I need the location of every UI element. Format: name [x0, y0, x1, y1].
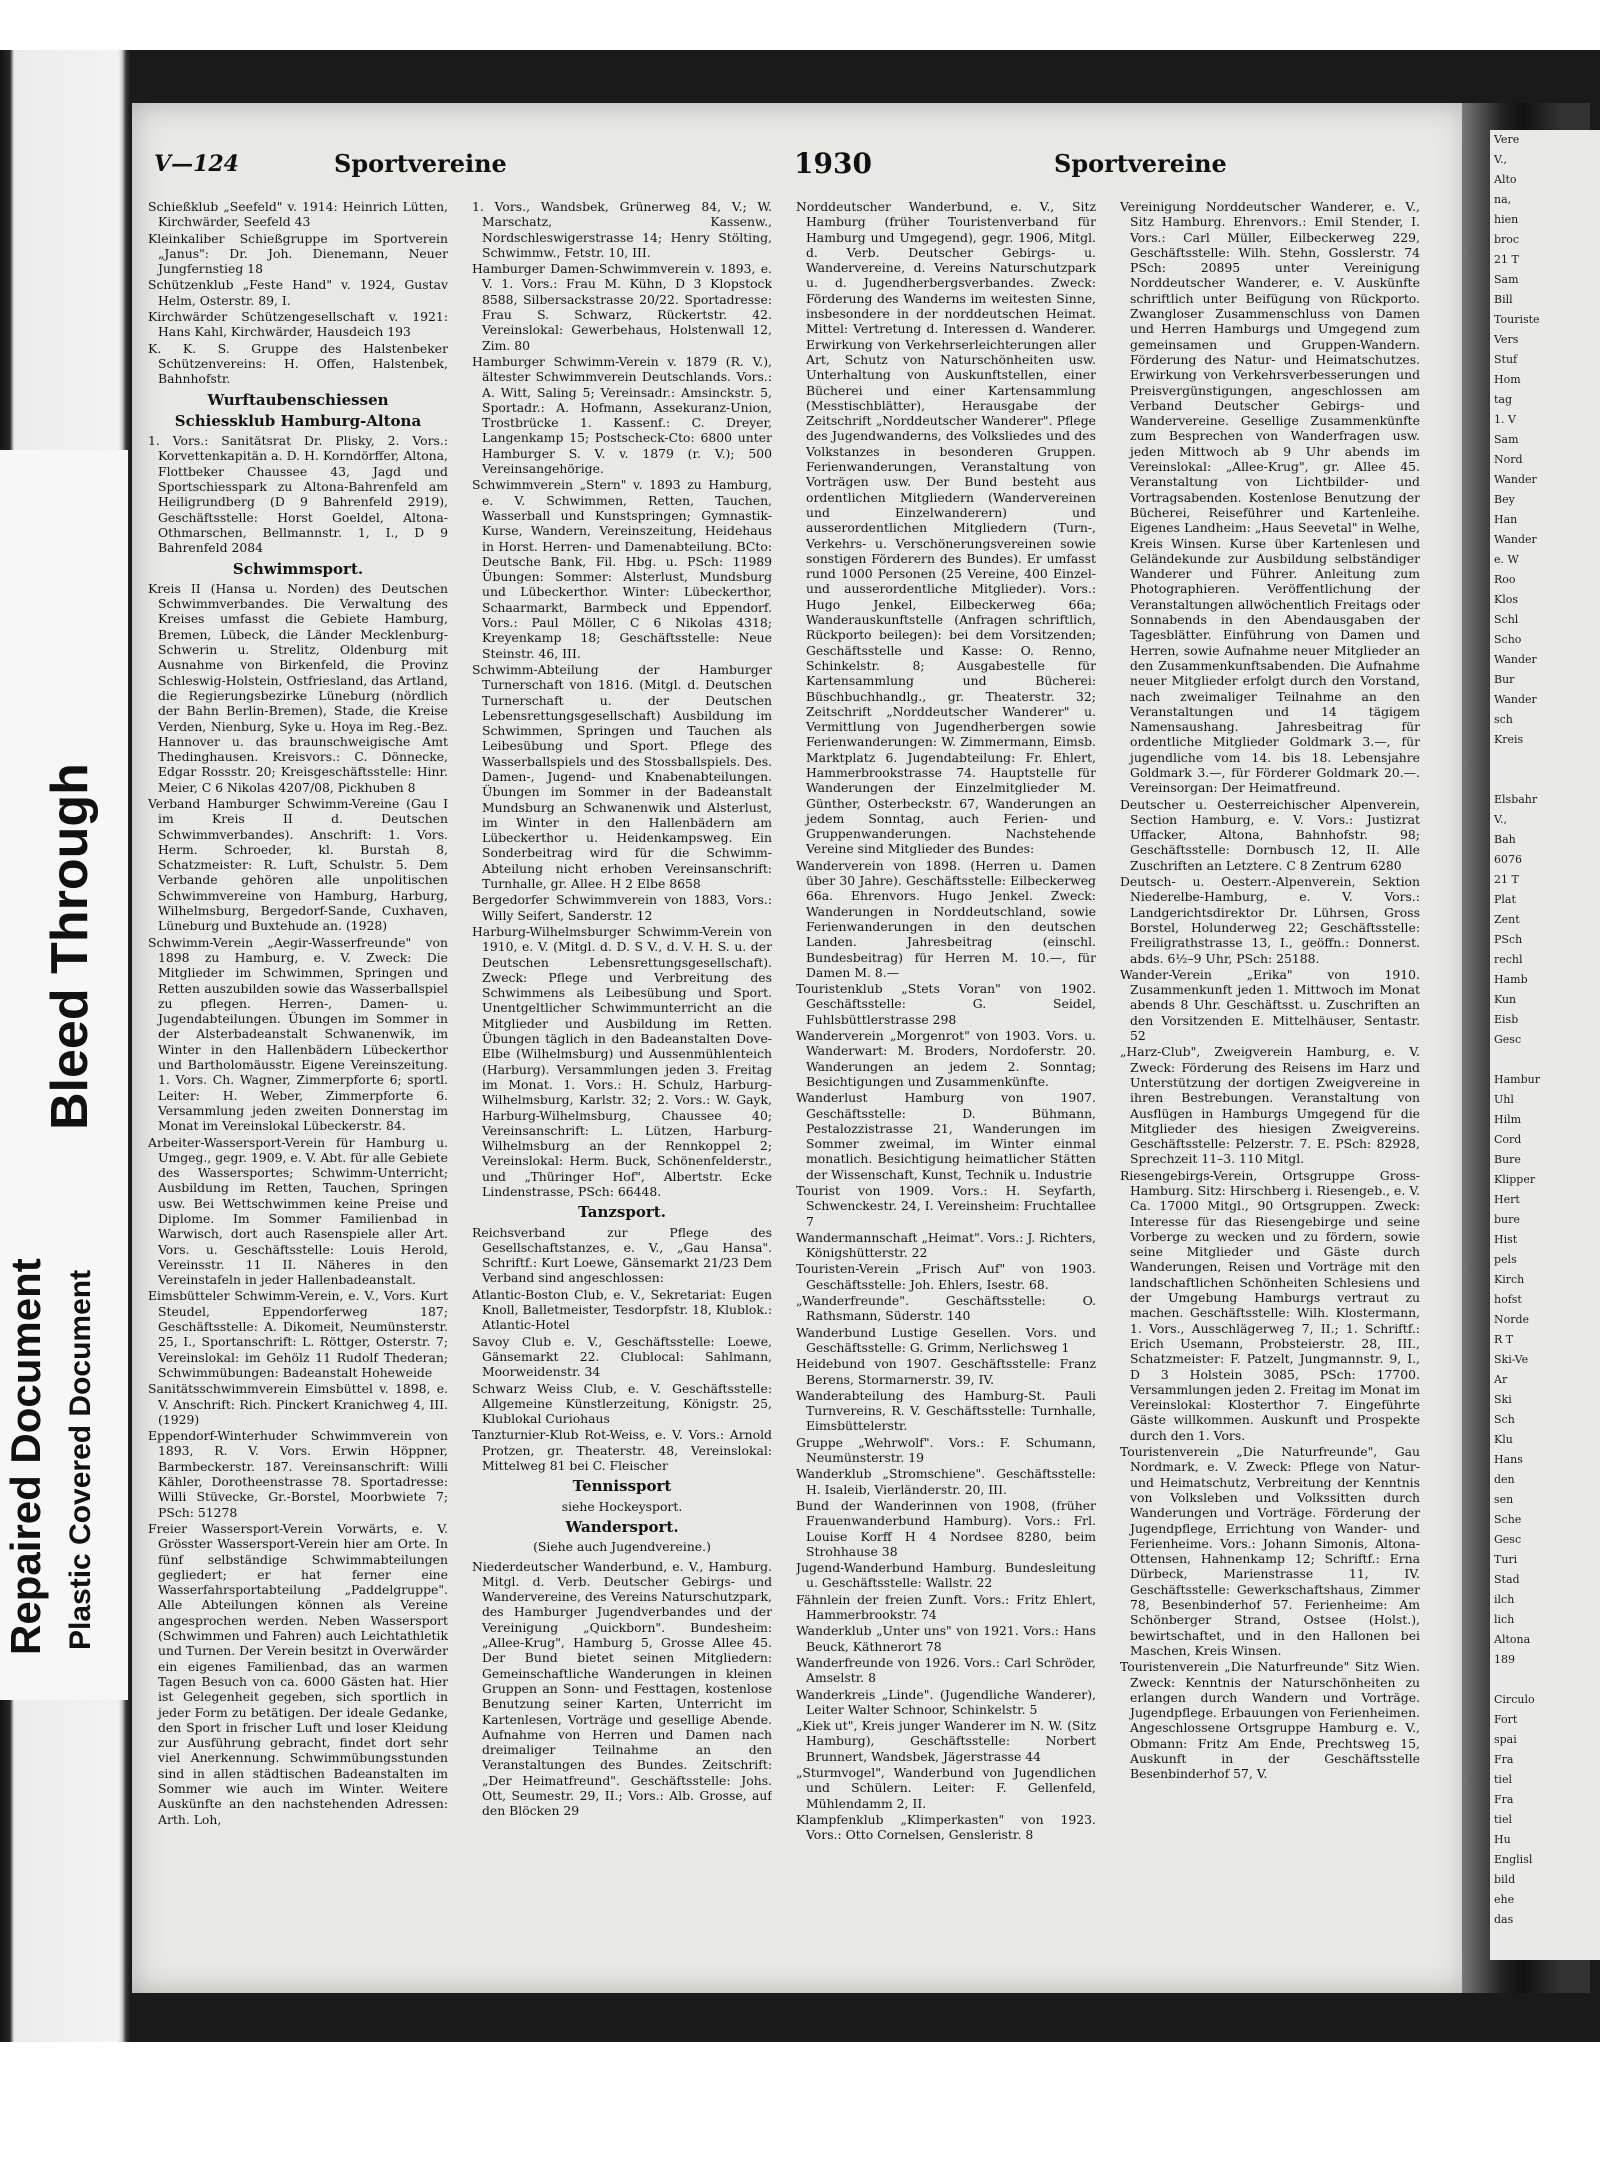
- adjacent-page-fragment: Bah: [1494, 833, 1516, 846]
- directory-entry: 1. Vors., Wandsbek, Grünerweg 84, V.; W. Marschatz, Kassenw., Nordschleswigerstrasse 14; Henry Stölting, Schwimmw., Fetstr. 10, III.: [472, 199, 772, 260]
- plastic-covered-label: Plastic Covered Document: [64, 1269, 97, 1650]
- adjacent-page-fragment: Hom: [1494, 373, 1521, 386]
- adjacent-page-fragment: Kun: [1494, 993, 1517, 1006]
- adjacent-page-fragment: Fra: [1494, 1753, 1514, 1766]
- adjacent-page-fragment: rechl: [1494, 953, 1523, 966]
- adjacent-page-fragment: Nord: [1494, 453, 1523, 466]
- directory-entry: Wandermannschaft „Heimat". Vors.: J. Richters, Königshütterstr. 22: [796, 1229, 1096, 1261]
- directory-entry: Touristenverein „Die Naturfreunde" Sitz Wien. Zweck: Kenntnis der Naturschönheiten zu erlangen durch Wandern und Vorträge. Jugendpflege. Erbauungen von Ferienheimen. Angeschlossene Ortsgruppe Hamburg e. V., Obmann: Fritz Am Ende, Prechtsweg 15, Auskunft in der Geschäftsstelle Besenbinderhof 57, V.: [1120, 1659, 1420, 1782]
- directory-entry: Wanderlust Hamburg von 1907. Geschäftsstelle: D. Bühmann, Pestalozzistrasse 21, Wanderungen im Sommer zweimal, im Winter einmal monatlich. Besichtigung heimatlicher Stätten der Wissenschaft, Kunst, Technik u. Industrie: [796, 1090, 1096, 1182]
- directory-entry: Touristenklub „Stets Voran" von 1902. Geschäftsstelle: G. Seidel, Fuhlsbüttlerstrasse 298: [796, 981, 1096, 1027]
- directory-entry: „Sturmvogel", Wanderbund von Jugendlichen und Schülern. Leiter: F. Gellenfeld, Mühlendamm 2, II.: [796, 1764, 1096, 1811]
- adjacent-page-fragment: Vers: [1494, 333, 1519, 346]
- adjacent-page-fragment: Hert: [1494, 1193, 1520, 1206]
- adjacent-page-fragment: 1. V: [1494, 413, 1516, 426]
- directory-entry: K. K. S. Gruppe des Halstenbeker Schützenvereins: H. Offen, Halstenbek, Bahnhofstr.: [148, 340, 448, 387]
- adjacent-page-fragment: Englisl: [1494, 1853, 1533, 1866]
- directory-entry: Verband Hamburger Schwimm-Vereine (Gau I im Kreis II d. Deutschen Schwimmverbandes). Anschrift: 1. Vors. Herm. Schroeder, kl. Burstah 8, Schatzmeister: R. Luft, Schulstr. 5. Dem Verbande gehören alle unpolitischen Schwimmvereine von Hamburg, Harburg, Wilhelmsburg, Bergedorf-Sande, Cuxhaven, Lüneburg und Buxtehude an. (1928): [148, 795, 448, 934]
- adjacent-page-fragment: Sch: [1494, 1413, 1515, 1426]
- adjacent-page-fragment: sen: [1494, 1493, 1514, 1506]
- page-header: [154, 147, 1444, 187]
- section-heading: Wandersport.: [565, 1517, 679, 1536]
- running-title-right: Sportvereine: [1054, 149, 1227, 178]
- adjacent-page-fragment: broc: [1494, 233, 1520, 246]
- adjacent-page-fragment: Stuf: [1494, 353, 1518, 366]
- adjacent-page-fragment: Cord: [1494, 1133, 1522, 1146]
- adjacent-page-fragment: Alto: [1494, 173, 1517, 186]
- adjacent-page-fragment: e. W: [1494, 553, 1519, 566]
- adjacent-page-fragment: hien: [1494, 213, 1519, 226]
- adjacent-page-fragment: Klos: [1494, 593, 1519, 606]
- directory-entry: Atlantic-Boston Club, e. V., Sekretariat: Eugen Knoll, Balletmeister, Tesdorpfstr. 18, Klublok.: Atlantic-Hotel: [472, 1286, 772, 1333]
- adjacent-page-fragment: Norde: [1494, 1313, 1530, 1326]
- adjacent-page-fragment: Ar: [1494, 1373, 1508, 1386]
- adjacent-page-fragment: 21 T: [1494, 253, 1519, 266]
- adjacent-page-fragment: Kreis: [1494, 733, 1524, 746]
- adjacent-page-fragment: 189: [1494, 1653, 1515, 1666]
- running-title-left: Sportvereine: [334, 149, 507, 178]
- directory-entry: Wanderfreunde von 1926. Vors.: Carl Schröder, Amselstr. 8: [796, 1654, 1096, 1686]
- directory-entry: Arbeiter-Wassersport-Verein für Hamburg u. Umgeg., gegr. 1909, e. V. Abt. für alle Gebiete des Wassersportes; Schwimm-Unterricht; Ausbildung im Retten, Tauchen, Springen usw. Bei Wettschwimmen keine Preise und Diplome. Im Sommer Familienbad in Warwisch, dort auch Rasenspiele aller Art. Vors. u. Geschäftsstelle: Louis Herold, Vereinsstr. 11 II. Näheres in den Vereinstafeln in jeder Hallenbadeanstalt.: [148, 1134, 448, 1288]
- adjacent-page-fragment: Klipper: [1494, 1173, 1536, 1186]
- directory-entry: Wanderbund Lustige Gesellen. Vors. und Geschäftsstelle: G. Grimm, Nerlichsweg 1: [796, 1324, 1096, 1355]
- directory-entry: Wanderverein von 1898. (Herren u. Damen über 30 Jahre). Geschäftsstelle: Eilbeckerweg 66a. Ehrenvors. Hugo Jenkel. Zweck: Wanderungen in Norddeutschland, sowie Ferienwanderungen in den deutschen Landen. Jahresbeitrag (einschl. Bundesbeitrag) für Herren M. 10.—, für Damen M. 8.—: [796, 857, 1096, 980]
- adjacent-page-fragment: Stad: [1494, 1573, 1520, 1586]
- adjacent-page-fragment: Hist: [1494, 1233, 1518, 1246]
- side-label-panel: [0, 450, 128, 1700]
- section-heading: Tanzsport.: [578, 1203, 666, 1222]
- directory-page: [132, 103, 1468, 1993]
- adjacent-page-fragment: Klu: [1494, 1433, 1513, 1446]
- adjacent-page-fragment: bure: [1494, 1213, 1520, 1226]
- directory-entry: Wanderklub „Stromschiene". Geschäftsstelle: H. Isaleib, Vierländerstr. 20, III.: [796, 1466, 1096, 1497]
- section-heading: Tennissport: [572, 1477, 672, 1496]
- directory-entry: Kleinkaliber Schießgruppe im Sportverein „Janus": Dr. Joh. Dienemann, Neuer Jungfernstieg 18: [148, 230, 448, 277]
- adjacent-page-fragment: Hambur: [1494, 1073, 1540, 1086]
- adjacent-page-fragment: Sche: [1494, 1513, 1522, 1526]
- adjacent-page-fragment: R T: [1494, 1333, 1514, 1346]
- directory-entry: Deutsch- u. Oesterr.-Alpenverein, Sektion Niederelbe-Hamburg, e. V. Vors.: Landgerichtsdirektor Dr. Lührsen, Gross Borstel, Holunderweg 22; Geschäftsstelle: Freiligrathstrasse 13, I., geöffn.: Donnerst. abds. 6½–9 Uhr, PSch: 25188.: [1120, 874, 1420, 966]
- directory-entry: Reichsverband zur Pflege des Gesellschaftstanzes, e. V., „Gau Hansa". Schriftf.: Kurt Loewe, Gänsemarkt 21/23 Dem Verband sind angeschlossen:: [472, 1224, 772, 1286]
- adjacent-page-fragment: tag: [1494, 393, 1513, 406]
- adjacent-page-fragment: Wander: [1494, 653, 1537, 666]
- directory-entry: Schwimm-Verein „Aegir-Wasserfreunde" von 1898 zu Hamburg, e. V. Zweck: Die Mitglieder im Schwimmen, Springen und Retten auszubilden sowie das Wasserballspiel zu pflegen. Herren-, Damen- u. Jugendabteilungen. Übungen im Sommer in der Alsterbadeanstalt Schwanenwik, im Winter in den Hallenbädern Lübeckerthor und Bartholomäusstr. Eigene Vereinszeitung. 1. Vors. Ch. Wagner, Zimmerpforte 6; sportl. Leiter: H. Weber, Zimmerpforte 6. Versammlung jeden zweiten Donnerstag im Monat im Vereinslokal Lübeckerstr. 84.: [148, 934, 448, 1134]
- adjacent-page-fragment: Bill: [1494, 293, 1513, 306]
- section-note: (Siehe auch Jugendvereine.): [533, 1539, 711, 1555]
- adjacent-page-fragment: pels: [1494, 1253, 1517, 1266]
- adjacent-page-fragment: Eisb: [1494, 1013, 1519, 1026]
- section-note: siehe Hockeysport.: [561, 1498, 683, 1514]
- adjacent-page-fragment: Elsbahr: [1494, 793, 1538, 806]
- directory-entry: Deutscher u. Oesterreichischer Alpenverein, Section Hamburg, e. V. Vors.: Justizrat Uffacker, Altona, Bahnhofstr. 98; Geschäftsstelle: Dornbusch 12, II. Alle Zuschriften an Letztere. C 8 Zentrum 6280: [1120, 796, 1420, 873]
- directory-entry: Kreis II (Hansa u. Norden) des Deutschen Schwimmverbandes. Die Verwaltung des Kreises umfasst die Gebiete Hamburg, Bremen, Lübeck, die Länder Mecklenburg-Schwerin u. Strelitz, Oldenburg mit Ausnahme von Birkenfeld, die Provinz Schleswig-Holstein, Ostfriesland, das Artland, die Regierungsbezirke Lüneburg (nördlich der Bahn Berlin-Bremen), Stade, die Kreise Verden, Nienburg, Syke u. Hoya im Reg.-Bez. Hannover u. das braunschweigische Amt Thedinghausen. Kreisvors.: C. Dönnecke, Edgar Rossstr. 20; Kreisgeschäftsstelle: Hinr. Meier, C 6 Nikolas 4207/08, Pickhuben 8: [148, 580, 448, 795]
- directory-entry: Heidebund von 1907. Geschäftsstelle: Franz Berens, Stormarnerstr. 39, IV.: [796, 1356, 1096, 1387]
- text-column-3: [796, 199, 1096, 1959]
- repaired-document-label: Repaired Document: [2, 1258, 49, 1655]
- adjacent-page-fragment: V.,: [1494, 813, 1508, 826]
- adjacent-page-fragment: [1490, 1050, 1600, 1070]
- adjacent-page-fragment: Roo: [1494, 573, 1516, 586]
- directory-entry: Fähnlein der freien Zunft. Vors.: Fritz Ehlert, Hammerbrookstr. 74: [796, 1591, 1096, 1623]
- adjacent-page-fragment: spai: [1494, 1733, 1517, 1746]
- adjacent-page-fragment: Bey: [1494, 493, 1515, 506]
- adjacent-page-fragment: Uhl: [1494, 1093, 1514, 1106]
- adjacent-page-fragment: sch: [1494, 713, 1513, 726]
- adjacent-page-fragment: lich: [1494, 1613, 1515, 1626]
- adjacent-page-fragment: Hans: [1494, 1453, 1523, 1466]
- directory-entry: Bund der Wanderinnen von 1908, (früher Frauenwanderbund Hamburg). Vors.: Frl. Louise Korff H 4 Nordsee 8280, beim Strohhause 38: [796, 1497, 1096, 1559]
- directory-entry: Freier Wassersport-Verein Vorwärts, e. V. Grösster Wassersport-Verein hier am Orte. In fünf selbständige Schwimmabteilungen gegliedert; er hat ferner eine Wasserfahrsportabteilung „Paddelgruppe". Alle Abteilungen können als Vereine angesprochen werden. Neben Wassersport (Schwimmen und Fahren) auch Leichtathletik und Turnen. Der Verein besitzt in Overwärder ein eigenes Familienbad, das an warmen Tagen Besuch von ca. 6000 Gästen hat. Hier ist Gelegenheit gegeben, sich sportlich in jeder Form zu betätigen. Der ideale Gedanke, den Sport in frischer Luft und loser Kleidung zur Ausführung gebracht, findet dort sehr viel Anerkennung. Schwimmübungsstunden sind in allen städtischen Badeanstalten im Sommer wie auch im Winter. Weitere Auskünfte an den nachstehenden Adressen: Arth. Loh,: [148, 1520, 448, 1827]
- directory-entry: Schwimmverein „Stern" v. 1893 zu Hamburg, e. V. Schwimmen, Retten, Tauchen, Wasserball und Kunstspringen; Gymnastik-Kurse, Wandern, Vereinszeitung, Heidehaus in Horst. Herren- und Damenabteilung. BCto: Deutsche Bank, Fil. Hbg. u. PSch: 11989 Übungen: Sommer: Alsterlust, Mundsburg und Lübeckerthor. Winter: Lübeckerthor, Schaarmarkt, Barmbeck und Eppendorf. Vors.: Paul Möller, C 6 Nikolas 4318; Kreyenkamp 18; Geschäftsstelle: Neue Steinstr. 46, III.: [472, 477, 772, 661]
- directory-entry: „Kiek ut", Kreis junger Wanderer im N. W. (Sitz Hamburg), Geschäftsstelle: Norbert Brunnert, Wandsbek, Jägerstrasse 44: [796, 1718, 1096, 1764]
- directory-entry: Wanderkreis „Linde". (Jugendliche Wanderer), Leiter Walter Schnoor, Schinkelstr. 5: [796, 1686, 1096, 1717]
- adjacent-page-fragment: V.,: [1494, 153, 1508, 166]
- text-column-4: [1120, 199, 1420, 1959]
- adjacent-page-fragment: Vere: [1494, 133, 1520, 146]
- directory-entry: Sanitätsschwimmverein Eimsbüttel v. 1898, e. V. Anschrift: Rich. Pinckert Kranichweg 4, III. (1929): [148, 1381, 448, 1427]
- adjacent-page-fragment: Sam: [1494, 433, 1519, 446]
- adjacent-page-fragment: tiel: [1494, 1813, 1512, 1826]
- adjacent-page-fragment: na,: [1494, 193, 1512, 206]
- directory-entry: Wanderverein „Morgenrot" von 1903. Vors. u. Wanderwart: M. Broders, Nordoferstr. 20. Wanderungen an jedem 2. Sonntag; Besichtigungen und Zusammenkünfte.: [796, 1028, 1096, 1089]
- adjacent-page-fragment: Altona: [1494, 1633, 1531, 1646]
- directory-entry: Eppendorf-Winterhuder Schwimmverein von 1893, R. V. Vors. Erwin Höppner, Barmbeckerstr. 187. Vereinsanschrift: Willi Kähler, Dorotheenstrasse 78. Sportadresse: Willi Stüvecke, Gr.-Borstel, Moorbwiete 7; PSch: 51278: [148, 1428, 448, 1520]
- directory-entry: Schützenklub „Feste Hand" v. 1924, Gustav Helm, Osterstr. 89, I.: [148, 277, 448, 308]
- adjacent-page-fragment: Wander: [1494, 693, 1537, 706]
- directory-entry: Kirchwärder Schützengesellschaft v. 1921: Hans Kahl, Kirchwärder, Hausdeich 193: [148, 309, 448, 340]
- adjacent-page-fragment: Plat: [1494, 893, 1516, 906]
- adjacent-page-fragment: tiel: [1494, 1773, 1512, 1786]
- directory-entry: Bergedorfer Schwimmverein von 1883, Vors.: Willy Seifert, Sanderstr. 12: [472, 892, 772, 923]
- section-heading: Schiessklub Hamburg-Altona: [174, 411, 422, 430]
- bleed-through-label: Bleed Through: [41, 763, 99, 1130]
- directory-entry: Hamburger Schwimm-Verein v. 1879 (R. V.), ältester Schwimmverein Deutschlands. Vors.: A. Witt, Saling 5; Vereinsadr.: Amsinckstr. 5, Sportadr.: A. Hofmann, Assekuranz-Union, Trostbrücke 1. Kassenf.: C. Dreyer, Langenkamp 15; Postscheck-Cto: 6800 unter Hamburger S. V. v. 1879 (r. V.); 500 Vereinsangehörige.: [472, 353, 772, 477]
- directory-entry: Harburg-Wilhelmsburger Schwimm-Verein von 1910, e. V. (Mitgl. d. D. S V., d. V. H. S. u. der Deutschen Lebensrettungsgesellschaft). Zweck: Pflege und Verbreitung des Schwimmens als Leibesübung und Sport. Unentgeltlicher Schwimmunterricht an die Mitglieder und Ausbildung im Retten. Übungen täglich in den Badeanstalten Dove-Elbe (Wilhelmsburg) und Aussenmühlenteich (Harburg). Versammlungen jeden 3. Freitag im Monat. 1. Vors.: H. Schulz, Harburg-Wilhelmsburg, Karlstr. 32; 2. Vors.: W. Gayk, Harburg-Wilhelmsburg, Chaussee 40; Vereinsanschrift: L. Lützen, Harburg-Wilhelmsburg an der Rennkoppel 2; Vereinslokal: Herm. Buck, Schönenfelderstr., und „Thüringer Hof", Albertstr. Ecke Lindenstrasse, PSch: 66448.: [472, 923, 772, 1199]
- adjacent-page-fragment: Ski: [1494, 1393, 1512, 1406]
- directory-entry: Savoy Club e. V., Geschäftsstelle: Loewe, Gänsemarkt 22. Clublocal: Sahlmann, Moorweidenstr. 34: [472, 1333, 772, 1380]
- adjacent-page-fragment: bild: [1494, 1873, 1516, 1886]
- adjacent-page-fragment: Scho: [1494, 633, 1522, 646]
- adjacent-page-fragment: ehe: [1494, 1893, 1515, 1906]
- adjacent-page-fragment: PSch: [1494, 933, 1523, 946]
- adjacent-page-fragment: 21 T: [1494, 873, 1519, 886]
- directory-entry: Tourist von 1909. Vors.: H. Seyfarth, Schwenckestr. 24, I. Vereinsheim: Fruchtallee 7: [796, 1183, 1096, 1229]
- adjacent-page-fragment: [1490, 770, 1600, 790]
- adjacent-page-fragment: Wander: [1494, 533, 1537, 546]
- directory-entry: Wander-Verein „Erika" von 1910. Zusammenkunft jeden 1. Mittwoch im Monat abends 8 Uhr. Geschäftsst. u. Zuschriften an den Vorsitzenden E. Mittelhäuser, Sentastr. 52: [1120, 966, 1420, 1044]
- adjacent-page-fragment: Hilm: [1494, 1113, 1522, 1126]
- adjacent-page-fragment: das: [1494, 1913, 1514, 1926]
- adjacent-page-fragment: Han: [1494, 513, 1518, 526]
- adjacent-page-fragment: Sam: [1494, 273, 1519, 286]
- adjacent-page-edge: [1490, 130, 1600, 1960]
- adjacent-page-fragment: [1490, 1670, 1600, 1690]
- directory-entry: Hamburger Damen-Schwimmverein v. 1893, e. V. 1. Vors.: Frau M. Kühn, D 3 Klopstock 8588, Silbersackstrasse 20/22. Sportadresse: Frau S. Schwarz, Rückertstr. 42. Vereinslokal: Gewerbehaus, Holstenwall 12, Zim. 80: [472, 261, 772, 353]
- directory-entry: „Harz-Club", Zweigverein Hamburg, e. V. Zweck: Förderung des Reisens im Harz und Unterstützung der dortigen Zweigvereine in ihren Bestrebungen. Veranstaltung von Ausflügen in Hamburgs Umgegend für die Mitglieder des hiesigen Zweigvereins. Geschäftsstelle: Pelzerstr. 7. E. PSch: 82928, Sprechzeit 11–3. 110 Mitgl.: [1120, 1044, 1420, 1167]
- adjacent-page-fragment: Turi: [1494, 1553, 1518, 1566]
- directory-entry: „Wanderfreunde". Geschäftsstelle: O. Rathsmann, Süderstr. 140: [796, 1293, 1096, 1324]
- adjacent-page-fragment: Fra: [1494, 1793, 1514, 1806]
- adjacent-page-fragment: Bur: [1494, 673, 1515, 686]
- directory-entry: Schießklub „Seefeld" v. 1914: Heinrich Lütten, Kirchwärder, Seefeld 43: [148, 199, 448, 230]
- directory-entry: Schwarz Weiss Club, e. V. Geschäftsstelle: Allgemeine Künstlerzeitung, Königstr. 25, Klublokal Curiohaus: [472, 1380, 772, 1427]
- page-number: V—124: [154, 151, 239, 177]
- adjacent-page-fragment: Hamb: [1494, 973, 1528, 986]
- directory-entry: Touristenverein „Die Naturfreunde", Gau Nordmark, e. V. Zweck: Pflege von Natur- und Heimatschutz, Verbreitung der Kenntnis von Volksleben und Volkssitten durch Wanderungen und Vorträge. Förderung der Jugendpflege, Errichtung von Wander- und Ferienheime. Vors.: Johann Simonis, Altona-Ottensen, Hahnenkamp 12; Schriftf.: Erna Dürbeck, Marienstrasse 11, IV. Geschäftsstelle: Gewerkschaftshaus, Zimmer 78, Besenbinderhof 57. Ferienheime: Am Schönberger Strand, Ostsee (Holst.), bewirtschaftet, und in den Hallonen bei Maschen, Kreis Winsen.: [1120, 1444, 1420, 1658]
- section-heading: Wurftaubenschiessen: [207, 390, 389, 409]
- directory-entry: Norddeutscher Wanderbund, e. V., Sitz Hamburg (früher Touristenverband für Hamburg und Umgegend), gegr. 1906, Mitgl. d. Verb. Deutscher Gebirgs- u. Wandervereine, d. Vereins Naturschutzpark u. d. Jugendherbergsverbandes. Zweck: Förderung des Wanderns im weitesten Sinne, insbesondere in der norddeutschen Heimat. Mittel: Vertretung d. Interessen d. Wanderer. Erwirkung von Verkehrserleichterungen aller Art, Schutz von Naturschönheiten usw. Unterhaltung von Auskunftstellen, einer Bücherei und einer Kartensammlung (Messtischblätter), Herausgabe der Zeitschrift „Norddeutscher Wanderer". Pflege des Jugendwanderns, des Volksliedes und des Volkstanzes in besonderen Gruppen. Ferienwanderungen, Veranstaltung von Vorträgen usw. Der Bund besteht aus ordentlichen Mitgliedern (Wandervereinen und Einzelwanderern) und ausserordentlichen Mitgliedern (Turn-, Verkehrs- u. Verschönerungsvereinen sowie sonstigen Förderern des Bundes). Er umfasst rund 1000 Personen (25 Vereine, 400 Einzel- und ausserordentliche Mitglieder). Vors.: Hugo Jenkel, Eilbeckerweg 66a; Wanderauskunftstelle (Anfragen schriftlich, Rückporto beilegen): bei dem Vorsitzenden; Geschäftsstelle und Kasse: O. Renno, Schinkelstr. 8; Ausgabestelle für Kartensammlung und Bücherei: Büschbuchhandlg., gr. Theaterstr. 32; Zeitschrift „Norddeutscher Wanderer" u. Vermittlung von Jugendherbergen sowie Ferienwanderungen: W. Zimmermann, Eimsb. Marktplatz 6. Jugendabteilung: Fr. Ehlert, Hammerbrookstrasse 74. Hauptstelle für Wanderungen der Einzelmitglieder M. Günther, Osterbeckstr. 67, Wanderungen an jedem Sonntag, auch Ferien- und Gruppenwanderungen. Nachstehende Vereine sind Mitglieder des Bundes:: [796, 199, 1096, 857]
- adjacent-page-fragment: Gesc: [1494, 1033, 1522, 1046]
- adjacent-page-fragment: 6076: [1494, 853, 1522, 866]
- directory-entry: Riesengebirgs-Verein, Ortsgruppe Gross-Hamburg. Sitz: Hirschberg i. Riesengeb., e. V. Ca. 17000 Mitgl., 90 Ortsgruppen. Zweck: Interesse für das Riesengebirge und seine Vorberge zu wecken und zu fördern, sowie seine Mitglieder und Gäste durch Wanderungen, Reisen und Vorträge mit den landschaftlichen Schönheiten Schlesiens und der Umgebung Hamburgs vertraut zu machen. Geschäftsstelle: Wilh. Klostermann, 1. Vors., Ausschlägerweg 7, II.; 1. Schriftf.: Erich Usemann, Probsteierstr. 28, III., Schatzmeister: F. Patzelt, Jungmannstr. 9, I., D 3 Holstein 3085, PSch: 17700. Versammlungen jeden 2. Freitag im Monat im Vereinslokal: Klosterthor 7. Eingeführte Gäste willkommen. Auskunft und Prospekte durch den 1. Vors.: [1120, 1167, 1420, 1443]
- adjacent-page-fragment: Hu: [1494, 1833, 1511, 1846]
- directory-entry: Jugend-Wanderbund Hamburg. Bundesleitung u. Geschäftsstelle: Wallstr. 22: [796, 1560, 1096, 1591]
- adjacent-page-fragment: [1490, 750, 1600, 770]
- directory-entry: Klampfenklub „Klimperkasten" von 1923. Vors.: Otto Cornelsen, Gensleristr. 8: [796, 1811, 1096, 1843]
- adjacent-page-fragment: hofst: [1494, 1293, 1522, 1306]
- directory-entry: Tanzturnier-Klub Rot-Weiss, e. V. Vors.: Arnold Protzen, gr. Theaterstr. 48, Vereinslokal: Mittelweg 81 bei C. Fleischer: [472, 1427, 772, 1474]
- adjacent-page-fragment: Wander: [1494, 473, 1537, 486]
- adjacent-page-fragment: Schl: [1494, 613, 1519, 626]
- adjacent-page-fragment: Kirch: [1494, 1273, 1525, 1286]
- adjacent-page-fragment: Circulo: [1494, 1693, 1535, 1706]
- adjacent-page-fragment: Gesc: [1494, 1533, 1522, 1546]
- directory-entry: Schwimm-Abteilung der Hamburger Turnerschaft von 1816. (Mitgl. d. Deutschen Turnerschaft u. der Deutschen Lebensrettungsgesellschaft) Ausbildung im Schwimmen, Springen und Tauchen als Leibesübung und Sport. Pflege des Wasserballspiels und des Stossballspiels. Des. Damen-, Jugend- und Knabenabteilungen. Übungen im Sommer in der Badeanstalt Mundsburg an Schwanenwik und Alsterlust, im Winter in den Hallenbädern am Lübeckerthor u. Heidenkampsweg. Ein Sonderbeitrag wird für die Schwimm-Abteilung nicht erhoben Vereinsanschrift: Turnhalle, gr. Allee. H 2 Elbe 8658: [472, 661, 772, 892]
- directory-entry: Gruppe „Wehrwolf". Vors.: F. Schumann, Neumünsterstr. 19: [796, 1434, 1096, 1466]
- directory-entry: Vereinigung Norddeutscher Wanderer, e. V., Sitz Hamburg. Ehrenvors.: Emil Stender, I. Vors.: Carl Müller, Eilbeckerweg 229, Geschäftsstelle: Wilh. Stehn, Gosslerstr. 74 PSch: 20895 unter Vereinigung Norddeutscher Wanderer, e. V. Auskünfte schriftlich unter Beifügung von Rückporto. Zwangloser Zusammenschluss von Damen und Herren Hamburgs und Umgegend zum gemeinsamen und Gruppen-Wandern. Förderung des Natur- und Heimatschutzes. Erwirkung von Verkehrsverbesserungen und Preisvergünstigungen, angeschlossen am Verband Deutscher Gebirgs- und Wandervereine. Gesellige Zusammenkünfte zum Besprechen von Wanderfragen usw. jeden Mittwoch ab 9 Uhr abends im Vereinslokal: „Allee-Krug", gr. Allee 45. Veranstaltung von Lichtbilder- und Vortragsabenden. Kostenlose Benutzung der Bücherei, Reiseführer und Kartenleihe. Eigenes Landheim: „Haus Seevetal" in Welhe, Kreis Winsen. Kurse über Kartenlesen und Geländekunde zur Ausbildung selbständiger Wanderer und Führer. Anleitung zum Photographieren. Veröffentlichung der Veranstaltungen allwöchentlich Freitags oder Sonnabends in den Abendausgaben der Tagesblätter. Einführung von Damen und Herren, sowie Aufnahme neuer Mitglieder an den Zusammenkunftsabenden. Die Aufnahme neuer Mitglieder erfolgt durch den Vorstand, nach zweimaliger Teilnahme an den Veranstaltungen und 14 tägigem Namensaushang. Jahresbeitrag für ordentliche Mitglieder Goldmark 3.—, für jugendliche vom 14. bis 18. Lebensjahre Goldmark 3.—, für Förderer Goldmark 20.—. Vereinsorgan: Der Heimatfreund.: [1120, 199, 1420, 796]
- directory-entry: Wanderklub „Unter uns" von 1921. Vors.: Hans Beuck, Käthnerort 78: [796, 1623, 1096, 1654]
- text-column-1: [148, 199, 448, 1959]
- adjacent-page-fragment: Zent: [1494, 913, 1520, 926]
- directory-entry: Eimsbütteler Schwimm-Verein, e. V., Vors. Kurt Steudel, Eppendorferweg 187; Geschäftsstelle: A. Dikomeit, Neumünsterstr. 25, I., Sportanschrift: L. Röttger, Osterstr. 7; Vereinslokal: im Gehölz 11 Rudolf Thederan; Schwimmübungen: Badeanstalt Hoheweide: [148, 1288, 448, 1380]
- adjacent-page-fragment: ilch: [1494, 1593, 1515, 1606]
- adjacent-page-fragment: Ski-Ve: [1494, 1353, 1529, 1366]
- adjacent-page-fragment: Touriste: [1494, 313, 1540, 326]
- section-heading: Schwimmsport.: [232, 559, 364, 578]
- adjacent-page-fragment: Fort: [1494, 1713, 1518, 1726]
- directory-entry: Niederdeutscher Wanderbund, e. V., Hamburg. Mitgl. d. Verb. Deutscher Gebirgs- und Wandervereine, des Vereins Naturschutzpark, des Hamburger Jugendverbandes und der Vereinigung „Quickborn". Bundesheim: „Allee-Krug", Hamburg 5, Grosse Allee 45. Der Bund bietet seinen Mitgliedern: Gemeinschaftliche Wanderungen in kleinen Gruppen an Sonn- und Festtagen, kostenlose Benutzung seiner Karten, Unterricht im Kartenlesen, Vorträge und gesellige Abende. Aufnahme von Herren und Damen nach dreimaliger Teilnahme an den Veranstaltungen des Bundes. Zeitschrift: „Der Heimatfreund". Geschäftsstelle: Johs. Ott, Seumestr. 29, II.; Vors.: Alb. Grosse, auf den Blöcken 29: [472, 1558, 772, 1819]
- adjacent-page-fragment: Bure: [1494, 1153, 1521, 1166]
- text-column-2: [472, 199, 772, 1959]
- year-heading: 1930: [794, 147, 872, 180]
- adjacent-page-fragment: den: [1494, 1473, 1515, 1486]
- directory-entry: Wanderabteilung des Hamburg-St. Pauli Turnvereins, R. V. Geschäftsstelle: Turnhalle, Eimsbüttelerstr.: [796, 1387, 1096, 1434]
- directory-entry: Touristen-Verein „Frisch Auf" von 1903. Geschäftsstelle: Joh. Ehlers, Isestr. 68.: [796, 1261, 1096, 1292]
- directory-entry: 1. Vors.: Sanitätsrat Dr. Plisky, 2. Vors.: Korvettenkapitän a. D. H. Korndörffer, Altona, Flottbeker Chaussee 43, Jagd und Sportschiesspark zu Altona-Bahrenfeld am Heiligrundberg (D 9 Bahrenfeld 2919), Geschäftsstelle: Horst Goeldel, Altona-Othmarschen, Bellmannstr. 1, I., D 9 Bahrenfeld 2084: [148, 433, 448, 556]
